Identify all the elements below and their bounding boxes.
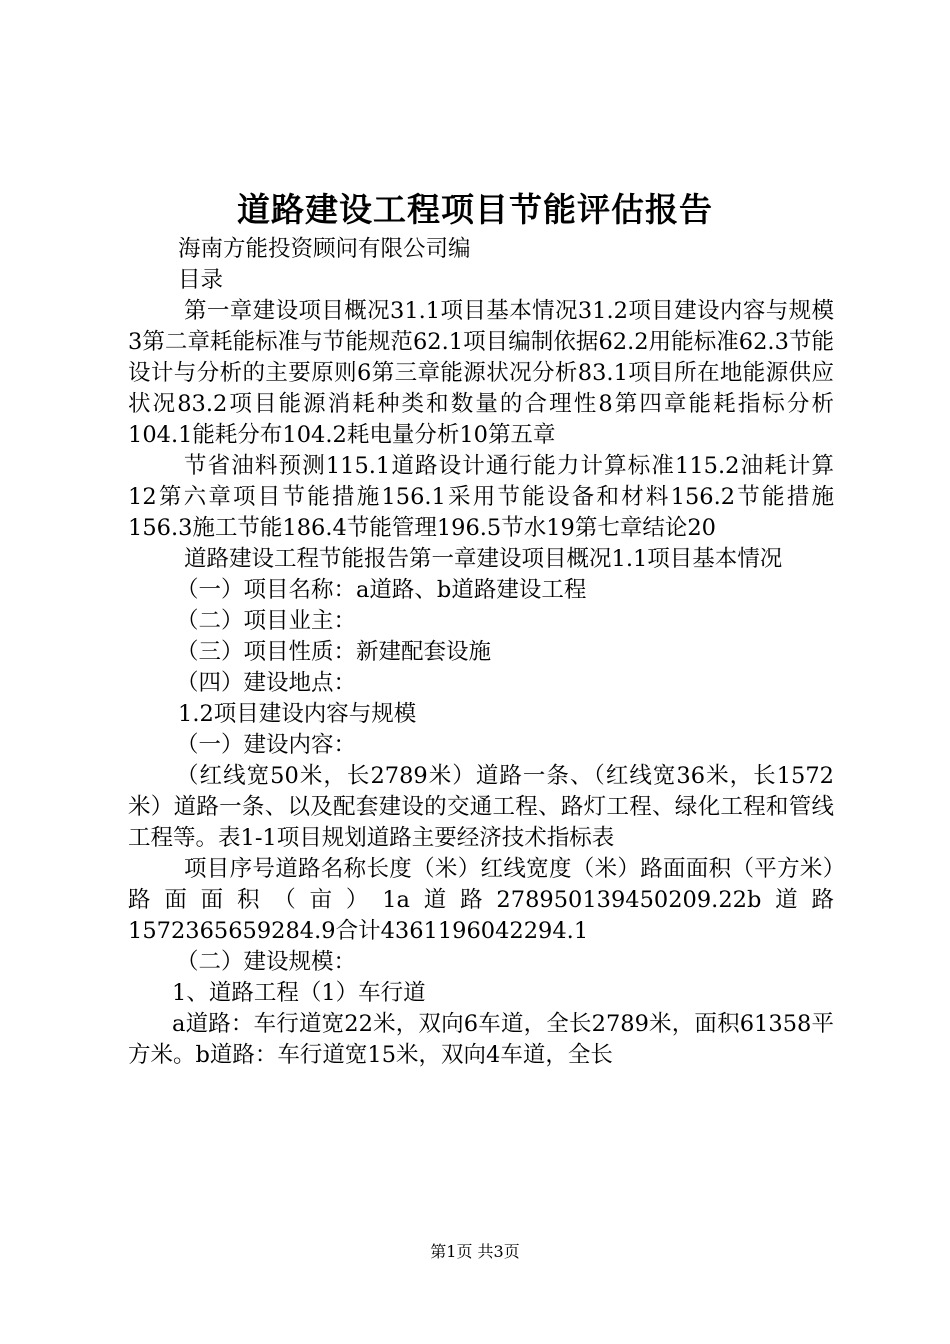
list-item: （三）项目性质：新建配套设施	[176, 639, 492, 665]
list-item: （二）项目业主：	[176, 608, 357, 634]
body-paragraph: a道路：车行道宽22米，双向6车道，全长2789米，面积61358平方米。b道路：车行道宽15米，双向4车道，全长	[128, 1011, 834, 1068]
document-body	[128, 234, 834, 1071]
document-title: 道路建设工程项目节能评估报告	[237, 190, 713, 229]
subsection-heading: 1.2项目建设内容与规模	[178, 701, 417, 727]
list-item: （一）建设内容：	[176, 732, 357, 758]
list-item: （四）建设地点：	[176, 670, 357, 696]
body-paragraph: （红线宽50米，长2789米）道路一条、（红线宽36米，长1572米）道路一条、以及配套建设的交通工程、路灯工程、绿化工程和管线工程等。表1-1项目规划道路主要经济技术指标表	[128, 763, 834, 851]
table-text-paragraph: 项目序号道路名称长度（米）红线宽度（米）路面面积（平方米）路面面积（亩）1a道路278950139450209.22b道路1572365659284.9合计4361196042294.1	[128, 856, 834, 944]
author-line: 海南方能投资顾问有限公司编	[178, 236, 471, 262]
section-heading: 道路建设工程节能报告第一章建设项目概况1.1项目基本情况	[184, 546, 783, 572]
toc-paragraph: 节省油料预测115.1道路设计通行能力计算标准115.2油耗计算12第六章项目节能措施156.1采用节能设备和材料156.2节能措施156.3施工节能186.4节能管理196.5节水19第七章结论20	[128, 453, 834, 541]
toc-paragraph: 第一章建设项目概况31.1项目基本情况31.2项目建设内容与规模3第二章耗能标准与节能规范62.1项目编制依据62.2用能标准62.3节能设计与分析的主要原则6第三章能源状况分析83.1项目所在地能源供应状况83.2项目能源消耗种类和数量的合理性8第四章能耗指标分析104.1能耗分布104.2耗电量分析10第五章	[128, 298, 834, 448]
page-number: 第1页 共3页	[430, 1242, 520, 1261]
list-item: （一）项目名称：a道路、b道路建设工程	[176, 577, 587, 603]
list-item: （二）建设规模：	[176, 949, 357, 975]
toc-heading: 目录	[178, 267, 224, 293]
list-item: 1、道路工程（1）车行道	[172, 980, 426, 1006]
